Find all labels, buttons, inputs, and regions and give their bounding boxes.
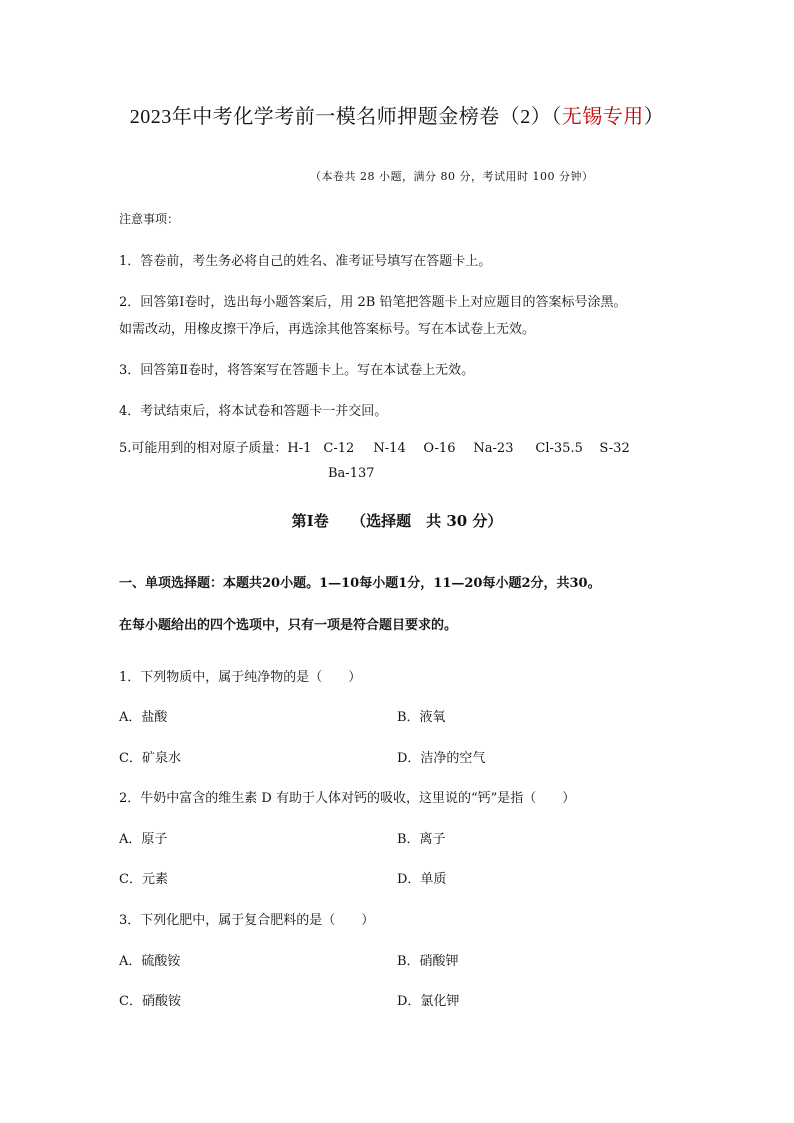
question-2-option-a: A．原子	[119, 832, 168, 847]
question-1-option-d: D．洁净的空气	[397, 751, 486, 766]
masses-label: 5.可能用到的相对原子质量：	[119, 441, 288, 456]
note-1: 1．答卷前，考生务必将自己的姓名、准考证号填写在答题卡上。	[119, 254, 492, 269]
question-1-option-a: A．盐酸	[119, 710, 168, 725]
question-3-option-d: D．氯化钾	[397, 994, 460, 1009]
section-title: 第Ⅰ卷 （选择题 共 30 分）	[291, 512, 503, 530]
mass-s: S-32	[599, 441, 630, 456]
section-intro-2: 在每小题给出的四个选项中，只有一项是符合题目要求的。	[119, 618, 458, 633]
title-main: 2023年中考化学考前一模名师押题金榜卷（2）（	[129, 106, 562, 128]
title-region: 无锡专用	[561, 106, 644, 128]
page-title	[0, 100, 794, 129]
mass-c: C-12	[323, 441, 355, 456]
atomic-masses	[119, 437, 630, 456]
mass-cl: Cl-35.5	[535, 441, 583, 456]
title-end: ）	[643, 106, 665, 128]
mass-n: N-14	[373, 441, 406, 456]
question-1-option-b: B．液氧	[397, 710, 446, 725]
section-intro-1: 一、单项选择题：本题共20小题。1—10每小题1分，11—20每小题2分，共30。	[119, 576, 601, 591]
note-2b: 如需改动，用橡皮擦干净后，再选涂其他答案标号。写在本试卷上无效。	[119, 322, 536, 337]
question-2-option-c: C．元素	[119, 872, 168, 887]
notes-heading: 注意事项：	[119, 212, 180, 226]
note-4: 4．考试结束后，将本试卷和答题卡一并交回。	[119, 404, 388, 419]
mass-h: H-1	[287, 441, 312, 456]
question-2-option-d: D．单质	[397, 872, 447, 887]
mass-ba: Ba-137	[328, 466, 375, 481]
question-1-stem: 1．下列物质中，属于纯净物的是（ ）	[119, 670, 362, 685]
question-3-option-b: B．硝酸钾	[397, 954, 459, 969]
note-2a: 2．回答第Ⅰ卷时，选出每小题答案后，用 2B 铅笔把答题卡上对应题目的答案标号涂黑。	[119, 295, 627, 310]
question-1-option-c: C．矿泉水	[119, 751, 181, 766]
exam-meta: （本卷共 28 小题，满分 80 分，考试用时 100 分钟）	[310, 170, 594, 183]
question-3-option-a: A．硫酸铵	[119, 954, 181, 969]
mass-o: O-16	[423, 441, 456, 456]
mass-na: Na-23	[473, 441, 514, 456]
question-2-stem: 2．牛奶中富含的维生素 D 有助于人体对钙的吸收，这里说的“钙”是指（ ）	[119, 791, 576, 806]
note-3: 3．回答第Ⅱ卷时，将答案写在答题卡上。写在本试卷上无效。	[119, 363, 475, 378]
question-3-stem: 3．下列化肥中，属于复合肥料的是（ ）	[119, 913, 375, 928]
question-2-option-b: B．离子	[397, 832, 446, 847]
question-3-option-c: C．硝酸铵	[119, 994, 181, 1009]
